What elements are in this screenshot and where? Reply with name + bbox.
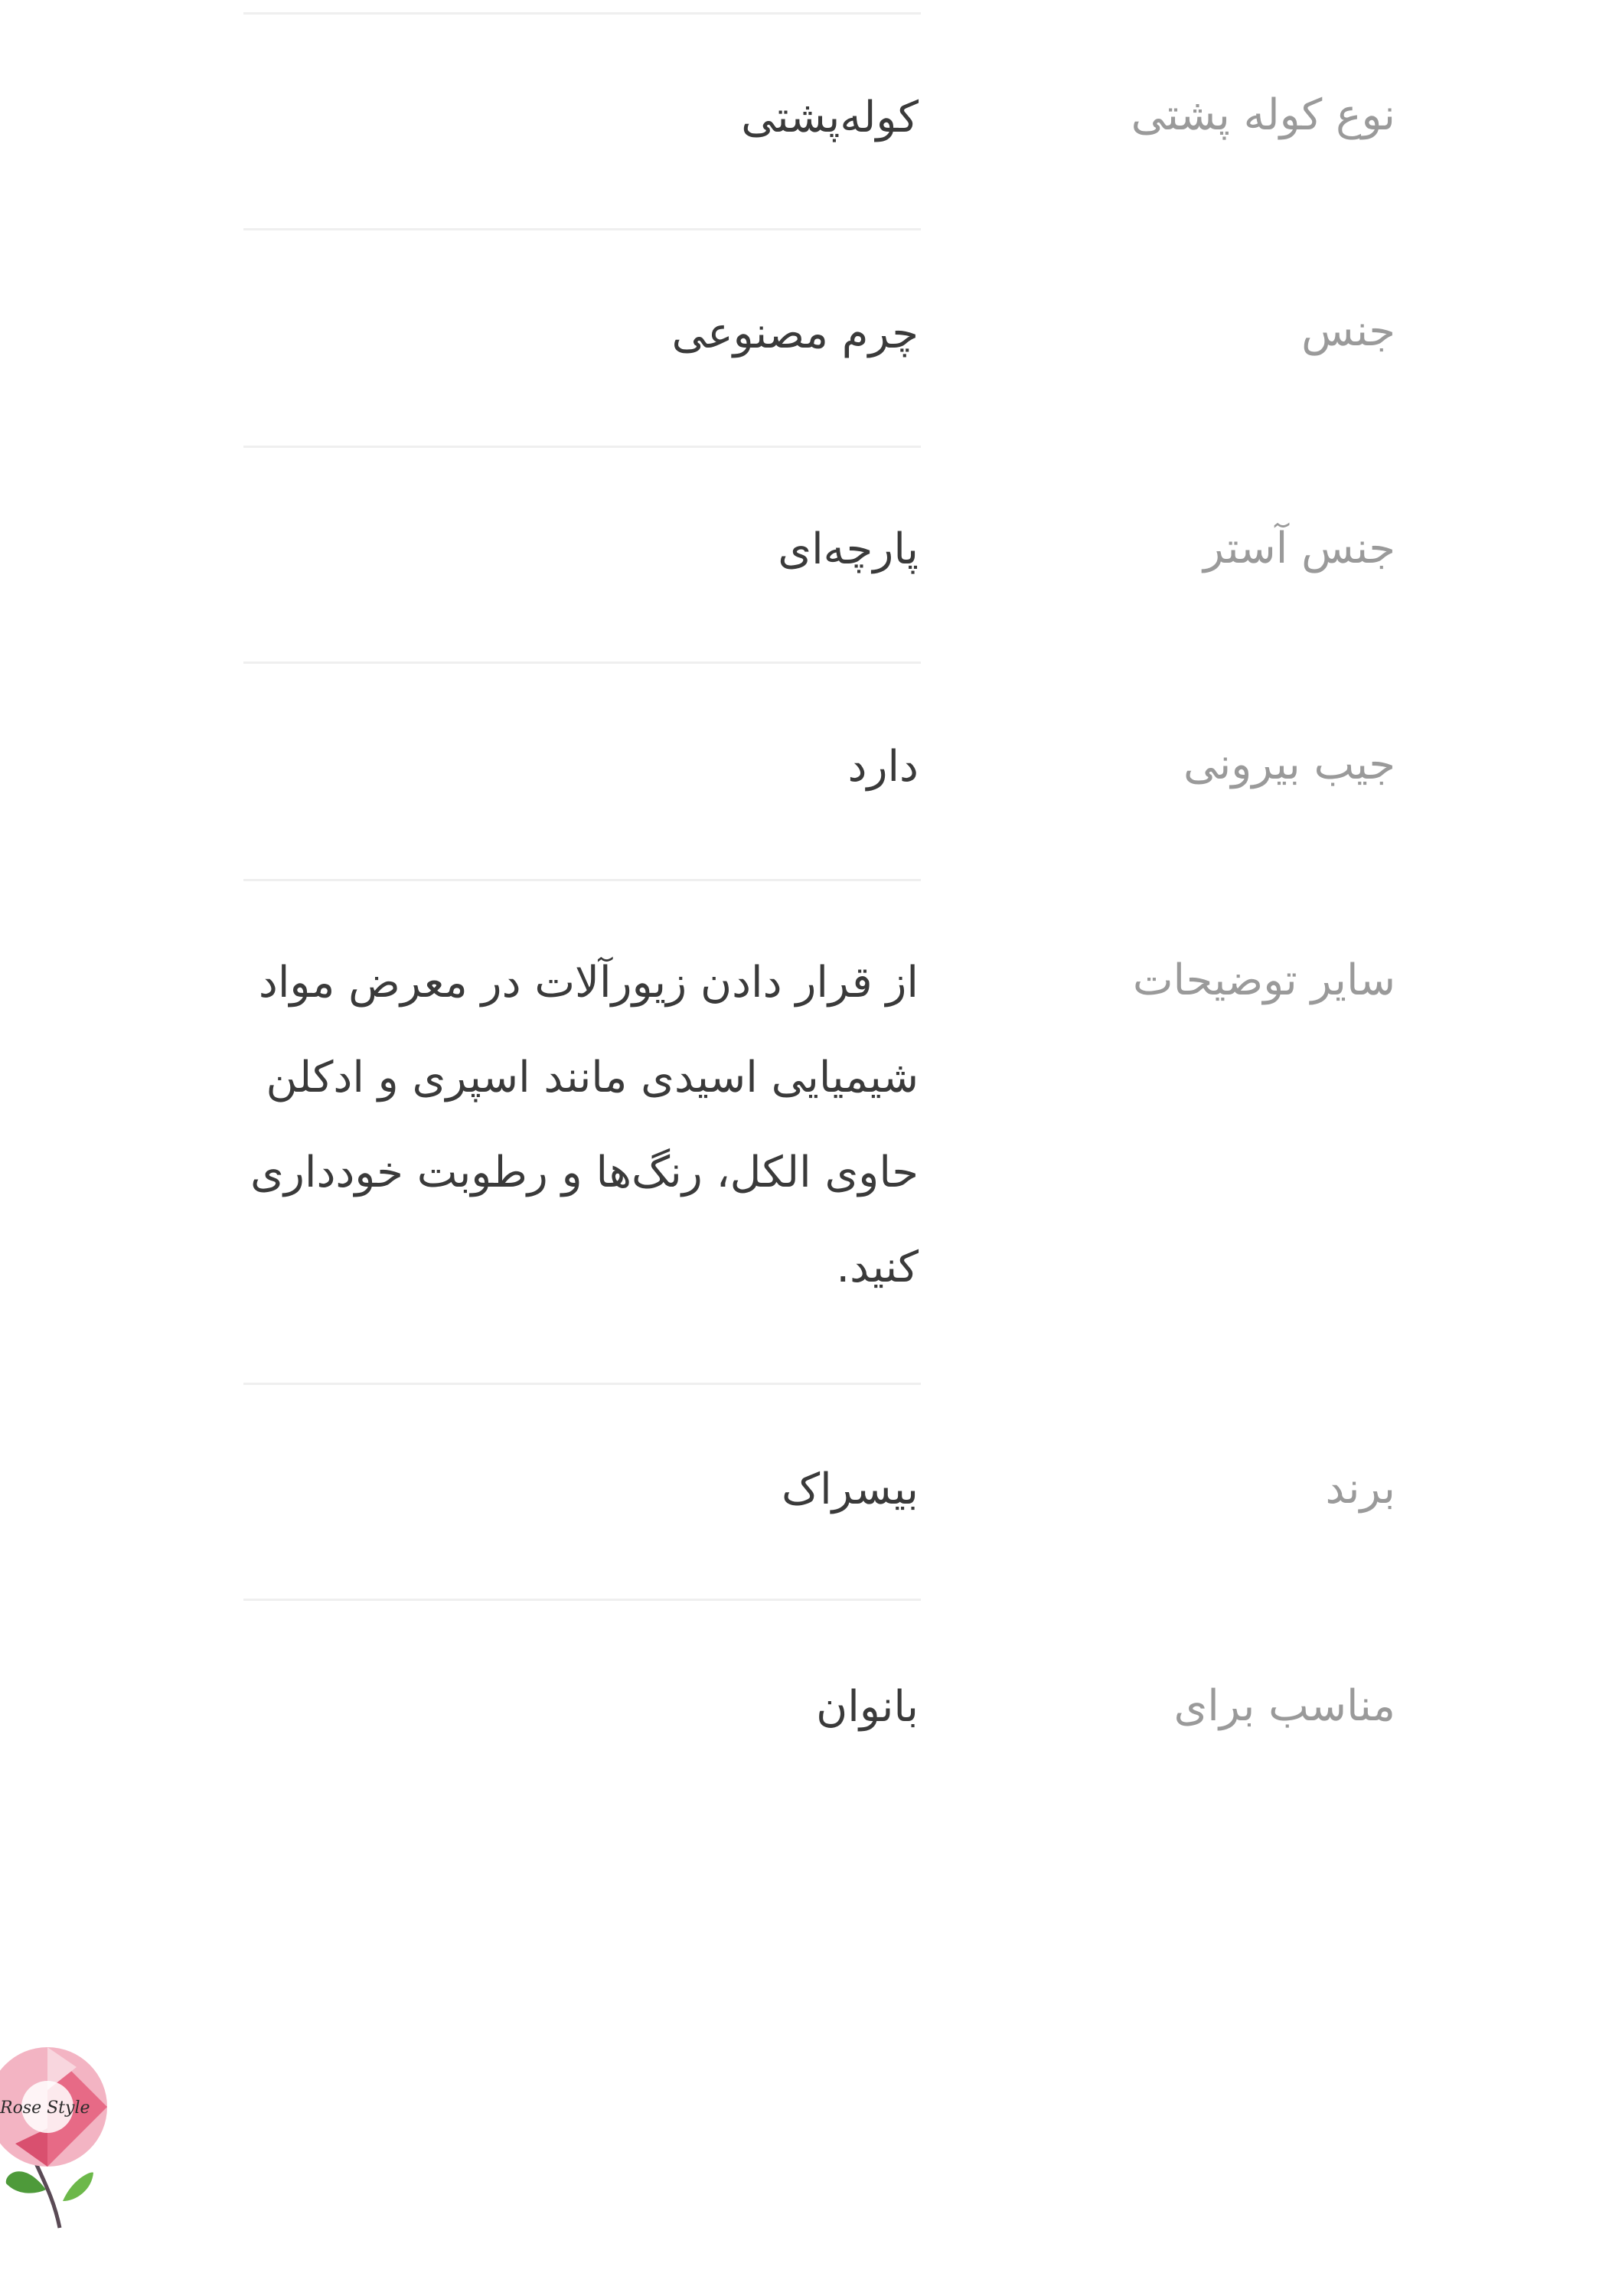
spec-label-material: جنس xyxy=(1301,306,1395,356)
spec-value-other-notes: از قرار دادن زیورآلات در معرض مواد شیمیایی اسیدی مانند اسپری و ادکلن حاوی الکل، رنگ‌ها و رطوبت خودداری کنید. xyxy=(250,958,919,1292)
spec-value-lining-material: پارچه‌ای xyxy=(778,524,919,574)
spec-label-lining-material: جنس آستر xyxy=(1203,524,1395,573)
logo-leaf-right xyxy=(63,2172,93,2201)
row-divider xyxy=(243,1383,921,1385)
rose-style-logo xyxy=(0,2044,115,2236)
spec-value-brand: بیسراک xyxy=(781,1465,919,1514)
spec-label-suitable-for: مناسب برای xyxy=(1173,1681,1395,1731)
row-divider xyxy=(243,661,921,664)
row-divider xyxy=(243,879,921,881)
spec-label-outer-pocket: جیب بیرونی xyxy=(1183,740,1395,789)
logo-wordmark: Rose Style xyxy=(0,2098,90,2118)
spec-label-brand: برند xyxy=(1325,1464,1395,1514)
spec-value-material: چرم مصنوعی xyxy=(671,309,919,358)
spec-label-backpack-type: نوع کوله پشتی xyxy=(1131,90,1395,140)
row-divider xyxy=(243,446,921,448)
row-divider xyxy=(243,1599,921,1601)
spec-value-suitable-for: بانوان xyxy=(816,1682,919,1732)
spec-value-backpack-type: کوله‌پشتی xyxy=(741,93,919,142)
spec-label-other-notes: سایر توضیحات xyxy=(1132,955,1395,1005)
row-divider xyxy=(243,12,921,15)
row-divider xyxy=(243,228,921,230)
spec-value-outer-pocket: دارد xyxy=(847,742,919,792)
